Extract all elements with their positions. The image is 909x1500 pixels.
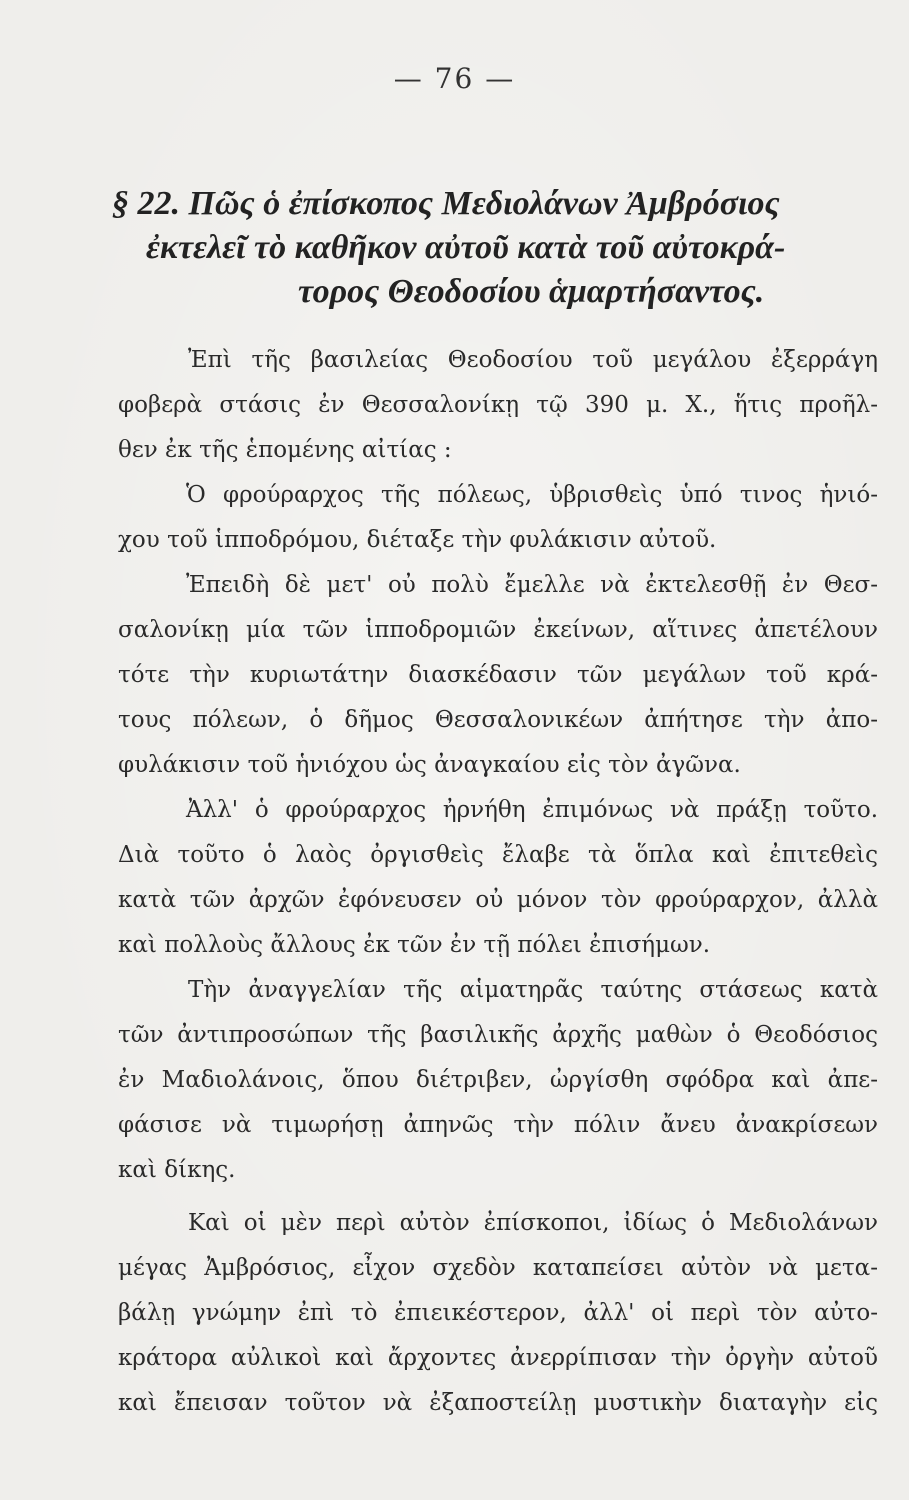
text-line: καὶ ἔπεισαν τοῦτον νὰ ἐξαποστείλῃ μυστικὴν διαταγὴν εἰς bbox=[118, 1390, 878, 1416]
text-line: μέγας Ἀμβρόσιος, εἶχον σχεδὸν καταπείσει αὐτὸν νὰ μετα- bbox=[118, 1255, 878, 1281]
text-line: κατὰ τῶν ἀρχῶν ἐφόνευσεν οὐ μόνον τὸν φρούραρχον, ἀλλὰ bbox=[118, 887, 878, 913]
paragraph-4 bbox=[118, 788, 878, 968]
page-number: — 76 — bbox=[393, 62, 516, 95]
paragraph-3 bbox=[118, 563, 878, 788]
text-line: καὶ δίκης. bbox=[118, 1157, 236, 1183]
text-line: χου τοῦ ἱπποδρόμου, διέταξε τὴν φυλάκισιν αὐτοῦ. bbox=[118, 527, 717, 553]
text-line: Ἀλλ' ὁ φρούραρχος ἠρνήθη ἐπιμόνως νὰ πράξῃ τοῦτο. bbox=[186, 797, 878, 823]
text-line: Ὁ φρούραρχος τῆς πόλεως, ὑβρισθεὶς ὑπό τινος ἡνιό- bbox=[186, 482, 878, 508]
text-line: φοβερὰ στάσις ἐν Θεσσαλονίκῃ τῷ 390 μ. Χ., ἥτις προῆλ- bbox=[118, 392, 878, 418]
text-line: Ἐπειδὴ δὲ μετ' οὐ πολὺ ἔμελλε νὰ ἐκτελεσθῇ ἐν Θεσ- bbox=[186, 572, 878, 598]
paragraph-6 bbox=[118, 1201, 878, 1426]
text-line: Τὴν ἀναγγελίαν τῆς αἱματηρᾶς ταύτης στάσεως κατὰ bbox=[188, 977, 878, 1003]
text-line: καὶ πολλοὺς ἄλλους ἐκ τῶν ἐν τῇ πόλει ἐπισήμων. bbox=[118, 932, 711, 958]
text-line: Ἐπὶ τῆς βασιλείας Θεοδοσίου τοῦ μεγάλου ἐξερράγη bbox=[188, 347, 878, 373]
text-line: Διὰ τοῦτο ὁ λαὸς ὀργισθεὶς ἔλαβε τὰ ὅπλα καὶ ἐπιτεθεὶς bbox=[118, 842, 878, 868]
text-line: ἐν Μαδιολάνοις, ὅπου διέτριβεν, ὠργίσθη σφόδρα καὶ ἀπε- bbox=[118, 1067, 878, 1093]
text-line: σαλονίκῃ μία τῶν ἱπποδρομιῶν ἐκείνων, αἵτινες ἀπετέλουν bbox=[118, 617, 878, 643]
text-line: θεν ἐκ τῆς ἑπομένης αἰτίας : bbox=[118, 437, 452, 463]
paragraph-1 bbox=[118, 338, 878, 473]
text-line: τότε τὴν κυριωτάτην διασκέδασιν τῶν μεγάλων τοῦ κρά- bbox=[118, 662, 878, 688]
body-text bbox=[118, 338, 878, 1426]
text-line: τους πόλεων, ὁ δῆμος Θεσσαλονικέων ἀπήτησε τὴν ἀπο- bbox=[118, 707, 878, 733]
text-line: τῶν ἀντιπροσώπων τῆς βασιλικῆς ἀρχῆς μαθὼν ὁ Θεοδόσιος bbox=[118, 1022, 878, 1048]
paragraph-5 bbox=[118, 968, 878, 1193]
section-heading-line-3: τορος Θεοδοσίου ἁμαρτήσαντος. bbox=[298, 273, 765, 310]
text-line: βάλῃ γνώμην ἐπὶ τὸ ἐπιεικέστερον, ἀλλ' οἱ περὶ τὸν αὐτο- bbox=[118, 1300, 878, 1326]
paragraph-2 bbox=[118, 473, 878, 563]
text-line: φάσισε νὰ τιμωρήσῃ ἀπηνῶς τὴν πόλιν ἄνευ ἀνακρίσεων bbox=[118, 1112, 878, 1138]
section-heading-line-2: ἐκτελεῖ τὸ καθῆκον αὐτοῦ κατὰ τοῦ αὐτοκρά- bbox=[146, 229, 786, 266]
text-line: φυλάκισιν τοῦ ἡνιόχου ὡς ἀναγκαίου εἰς τὸν ἀγῶνα. bbox=[118, 752, 741, 778]
section-heading-line-1: § 22. Πῶς ὁ ἐπίσκοπος Μεδιολάνων Ἀμβρόσιος bbox=[112, 185, 780, 222]
text-line: κράτορα αὐλικοὶ καὶ ἄρχοντες ἀνερρίπισαν τὴν ὀργὴν αὐτοῦ bbox=[118, 1345, 878, 1371]
text-line: Καὶ οἱ μὲν περὶ αὐτὸν ἐπίσκοποι, ἰδίως ὁ Μεδιολάνων bbox=[188, 1210, 878, 1236]
